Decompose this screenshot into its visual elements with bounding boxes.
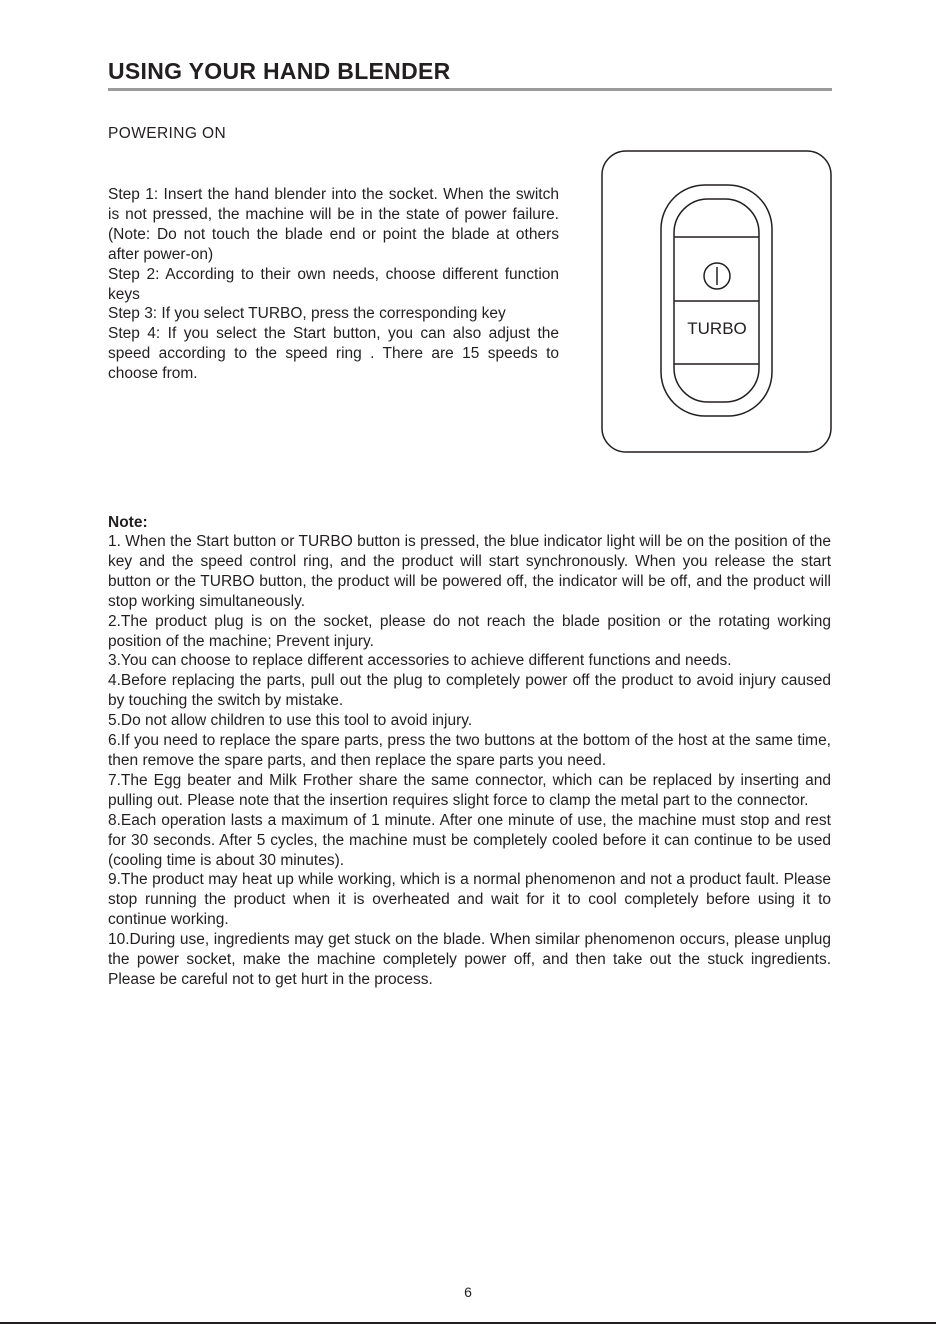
title-divider [108,88,832,91]
note-item: 6.If you need to replace the spare parts, press the two buttons at the bottom of the host at the same time, then remove the spare parts, and then replace the spare parts you need. [108,732,831,769]
note-item: 9.The product may heat up while working, which is a normal phenomenon and not a product fault. Please stop running the product when it is overheated and wait for it to cool completely before using it to continue working. [108,871,831,929]
section-title: POWERING ON [108,125,227,142]
note-item: 4.Before replacing the parts, pull out the plug to completely power off the product to avoid injury caused by touching the switch by mistake. [108,672,831,710]
note-item: 5.Do not allow children to use this tool to avoid injury. [108,712,473,730]
step-item: Step 4: If you select the Start button, you can also adjust the speed according to the speed ring . There are 15 speeds to choose from. [108,325,559,383]
page-title: USING YOUR HAND BLENDER [108,58,451,84]
note-item: 8.Each operation lasts a maximum of 1 minute. After one minute of use, the machine must stop and rest for 30 seconds. After 5 cycles, the machine must be completely cooled before it can continue to be used (cooling time is about 30 minutes). [108,811,831,869]
note-item: 10.During use, ingredients may get stuck on the blade. When similar phenomenon occurs, please unplug the power socket, make the machine completely power off, and then take out the stuck ingredients. Please be careful not to get hurt in the process. [108,931,831,988]
steps-list [108,185,559,384]
note-item: 3.You can choose to replace different accessories to achieve different functions and needs. [108,652,732,670]
turbo-label: TURBO [687,319,747,338]
power-symbol-icon [704,263,730,289]
step-item: Step 1: Insert the hand blender into the socket. When the switch is not pressed, the machine will be in the state of power failure. (Note: Do not touch the blade end or point the blade at others after power-on) [108,186,559,263]
note-item: 7.The Egg beater and Milk Frother share the same connector, which can be replaced by inserting and pulling out. Please note that the insertion requires slight force to clamp the metal part to the connector. [108,771,831,809]
step-item: Step 2: According to their own needs, choose different function keys [108,265,559,303]
note-item: 2.The product plug is on the socket, please do not reach the blade position or the rotating working position of the machine; Prevent injury. [108,612,831,650]
step-item: Step 3: If you select TURBO, press the corresponding key [108,305,506,323]
page-number: 6 [464,1284,472,1300]
note-item: 1. When the Start button or TURBO button is pressed, the blue indicator light will be on the position of the key and the speed control ring, and the product will start synchronously. When you release the start button or the TURBO button, the product will be powered off, the indicator will be off, and the product will stop working simultaneously. [108,533,831,610]
switch-panel-illustration [600,150,834,455]
notes-list [108,532,831,990]
notes-heading: Note: [108,514,148,531]
